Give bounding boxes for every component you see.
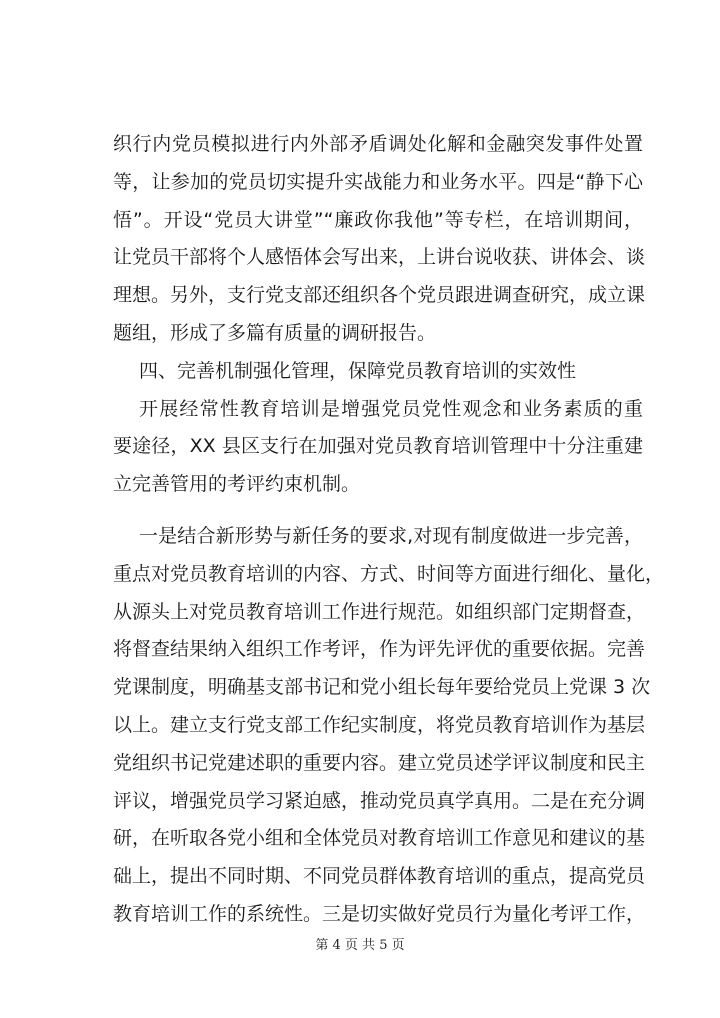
document-body: [113, 126, 665, 934]
text-line: 研，在听取各党小组和全体党员对教育培训工作意见和建议的基: [113, 827, 646, 850]
text-line: 评议，增强党员学习紧迫感，推动党员真学真用。二是在充分调: [113, 789, 646, 812]
page-number-label: 第 4 页 共 5 页: [315, 938, 405, 953]
page-footer: [0, 937, 720, 955]
text-line: 理想。另外，支行党支部还组织各个党员跟进调查研究，成立课: [113, 284, 646, 307]
text-line: 重点对党员教育培训的内容、方式、时间等方面进行细化、量化，: [113, 562, 665, 585]
text-line: 一是结合新形势与新任务的要求,对现有制度做进一步完善，: [139, 524, 643, 547]
text-line: 开展经常性教育培训是增强党员党性观念和业务素质的重: [139, 397, 643, 420]
text-line: 从源头上对党员教育培训工作进行规范。如组织部门定期督查，: [113, 600, 646, 623]
text-line: 让党员干部将个人感悟体会写出来，上讲台说收获、讲体会、谈: [113, 246, 646, 269]
text-line: 党课制度，明确基支部书记和党小组长每年要给党员上党课 3 次: [113, 676, 651, 699]
text-line: 以上。建立支行党支部工作纪实制度，将党员教育培训作为基层: [113, 713, 646, 736]
text-line: 础上，提出不同时期、不同党员群体教育培训的重点，提高党员: [113, 865, 646, 888]
text-line: 立完善管用的考评约束机制。: [113, 473, 361, 496]
text-line: 织行内党员模拟进行内外部矛盾调处化解和金融突发事件处置: [113, 133, 643, 155]
section-heading: 四、完善机制强化管理，保障党员教育培训的实效性: [139, 359, 577, 382]
text-line: 悟”。开设“党员大讲堂”“廉政你我他”等专栏，在培训期间，: [113, 208, 643, 231]
paragraph-1: [113, 126, 646, 353]
text-line: 将督查结果纳入组织工作考评，作为评先评优的重要依据。完善: [113, 638, 646, 661]
text-line: 题组，形成了多篇有质量的调研报告。: [113, 321, 437, 344]
text-line: 等，让参加的党员切实提升实战能力和业务水平。四是“静下心: [113, 170, 643, 193]
text-line: 教育培训工作的系统性。三是切实做好党员行为量化考评工作，: [113, 902, 646, 925]
paragraph-3: [113, 518, 665, 934]
paragraph-2: [113, 391, 643, 504]
text-line: 要途径，XX 县区支行在加强对党员教育培训管理中十分注重建: [113, 435, 643, 458]
text-line: 党组织书记党建述职的重要内容。建立党员述学评议制度和民主: [113, 751, 646, 774]
